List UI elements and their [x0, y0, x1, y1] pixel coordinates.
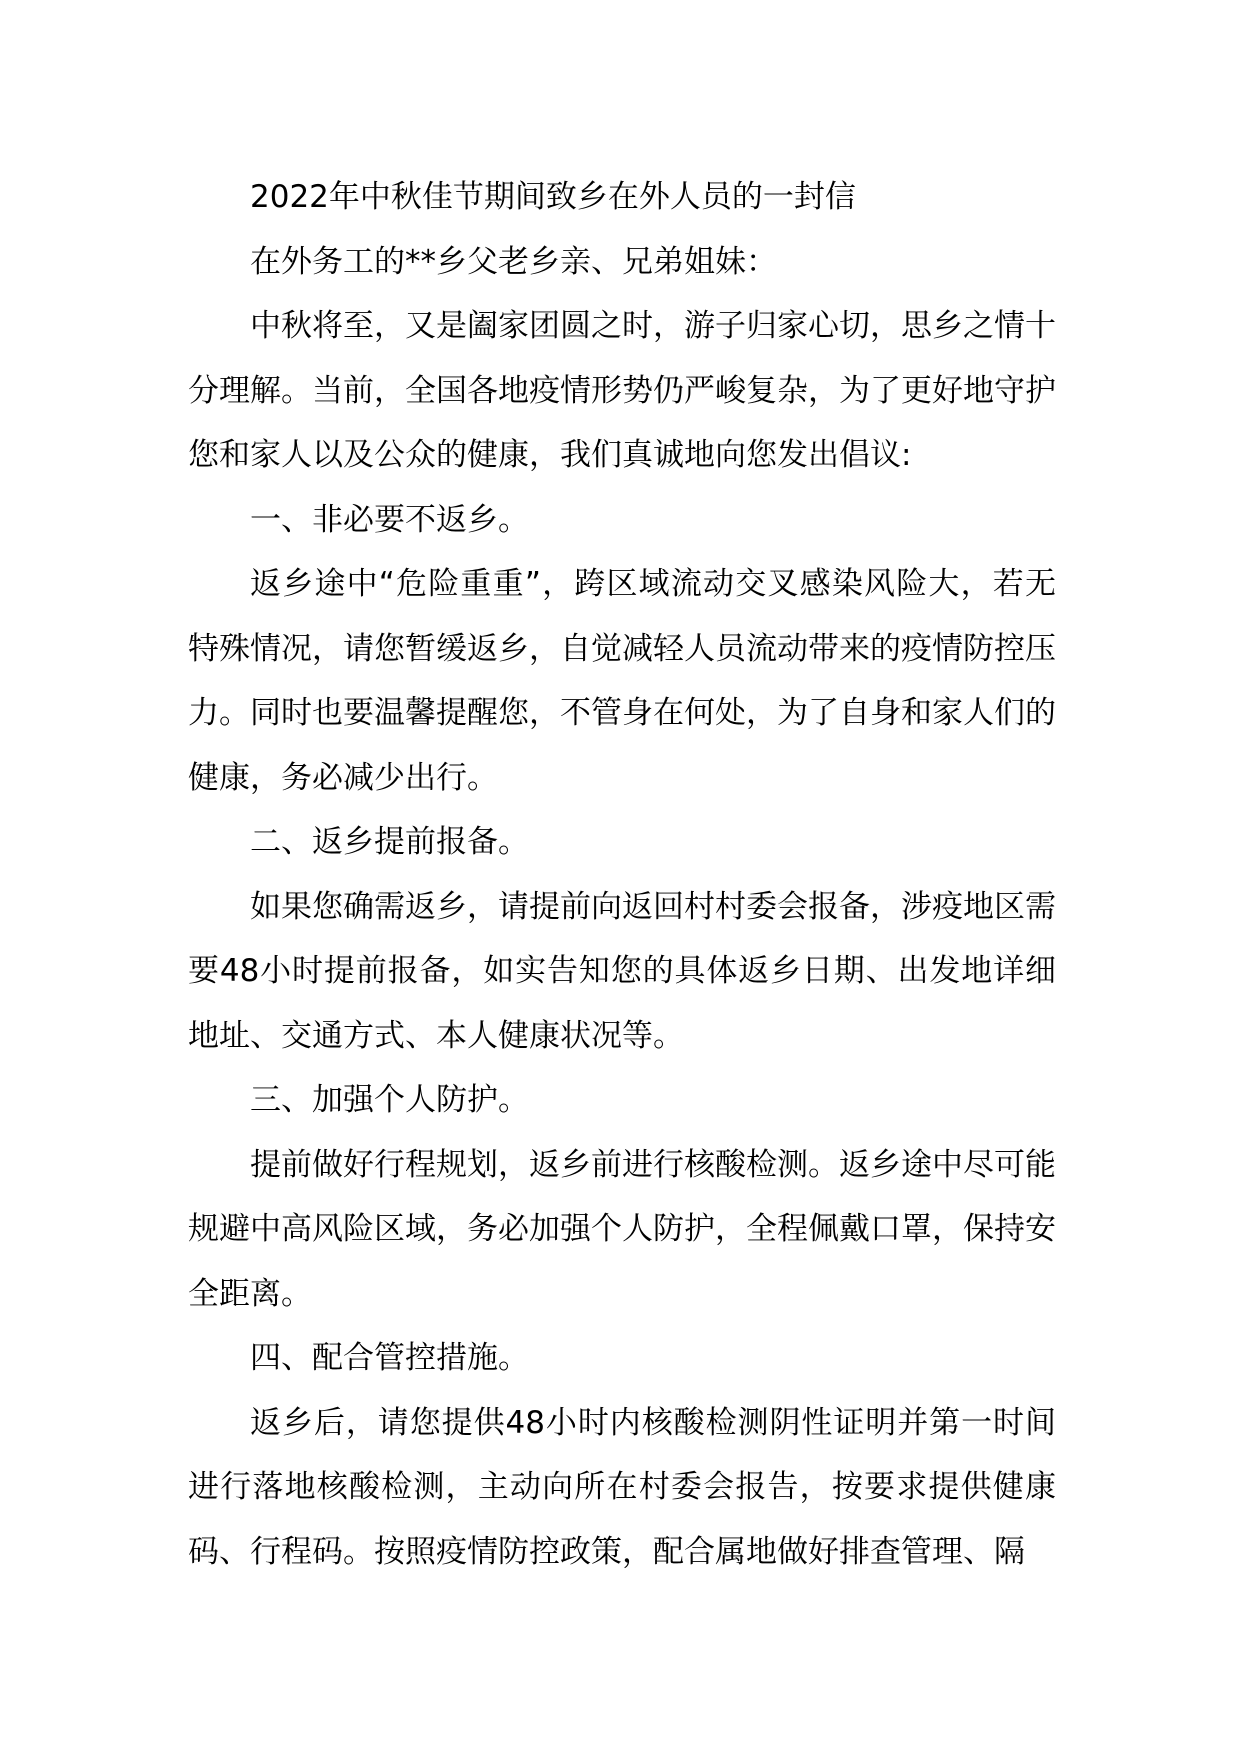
intro-paragraph: 中秋将至，又是阖家团圆之时，游子归家心切，思乡之情十分理解。当前，全国各地疫情形势仍严峻复杂，为了更好地守护您和家人以及公众的健康，我们真诚地向您发出倡议:: [188, 308, 1056, 473]
section-body: 返乡后，请您提供48小时内核酸检测阴性证明并第一时间进行落地核酸检测，主动向所在村委会报告，按要求提供健康码、行程码。按照疫情防控政策，配合属地做好排查管理、隔: [188, 1404, 1056, 1570]
section-heading: 三、加强个人防护。: [250, 1082, 529, 1118]
document-title: 2022年中秋佳节期间致乡在外人员的一封信: [250, 179, 856, 215]
section-body: 如果您确需返乡，请提前向返回村村委会报备，涉疫地区需要48小时提前报备，如实告知您的具体返乡日期、出发地详细地址、交通方式、本人健康状况等。: [188, 888, 1056, 1054]
salutation: 在外务工的**乡父老乡亲、兄弟姐妹：: [250, 243, 777, 280]
section-body: 提前做好行程规划，返乡前进行核酸检测。返乡途中尽可能规避中高风险区域，务必加强个人防护，全程佩戴口罩，保持安全距离。: [188, 1146, 1056, 1312]
section-heading: 一、非必要不返乡。: [250, 501, 529, 538]
section-body: 返乡途中“危险重重”，跨区域流动交叉感染风险大，若无特殊情况，请您暂缓返乡，自觉减轻人员流动带来的疫情防控压力。同时也要温馨提醒您，不管身在何处，为了自身和家人们的健康，务必减少出行。: [188, 566, 1056, 796]
section-heading: 四、配合管控措施。: [250, 1340, 529, 1376]
document-body: [188, 165, 1056, 1584]
section-heading: 二、返乡提前报备。: [250, 824, 529, 860]
